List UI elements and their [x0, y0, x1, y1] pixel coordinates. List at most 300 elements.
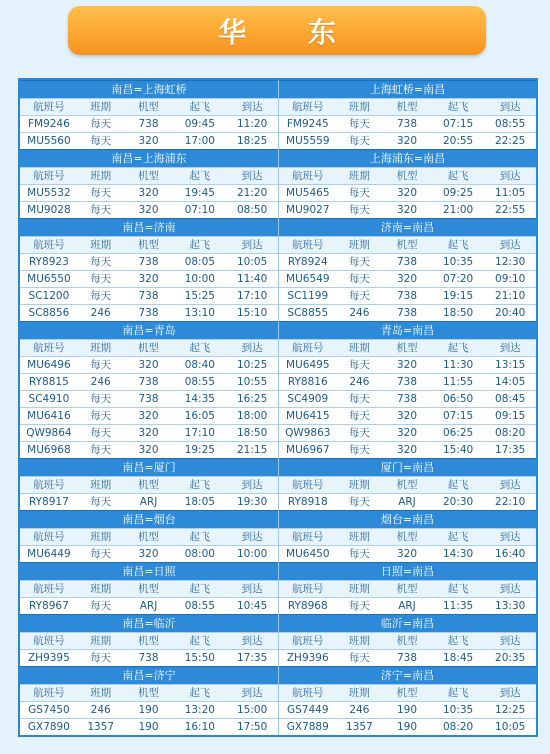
schedule-days: 每天 — [348, 444, 370, 456]
schedule-days: 每天 — [90, 187, 112, 199]
schedule-days: 每天 — [348, 393, 370, 405]
arrival-time: 14:05 — [495, 376, 526, 388]
flight-row — [279, 132, 536, 149]
column-header: 起飞 — [189, 342, 211, 354]
departure-time: 08:55 — [184, 376, 215, 388]
column-header: 起飞 — [447, 635, 469, 647]
column-header: 到达 — [499, 583, 521, 595]
column-header: 起飞 — [447, 531, 469, 543]
arrival-time: 10:25 — [236, 359, 268, 371]
aircraft-type: 320 — [138, 427, 159, 439]
flight-number: ZH9395 — [27, 652, 70, 664]
column-header: 班期 — [90, 101, 112, 113]
arrival-time: 10:45 — [236, 600, 268, 612]
schedule-days: 每天 — [348, 135, 370, 147]
flight-row — [20, 373, 278, 390]
inbound-route-block — [278, 510, 536, 562]
departure-time: 13:20 — [184, 704, 215, 716]
column-header: 班期 — [90, 239, 112, 251]
column-header-row — [279, 476, 536, 493]
column-header: 班期 — [90, 635, 112, 647]
schedule-days: 246 — [349, 704, 370, 716]
column-header-row — [20, 98, 278, 115]
column-header: 机型 — [138, 101, 160, 113]
column-header: 班期 — [348, 342, 370, 354]
column-header: 机型 — [396, 342, 418, 354]
column-header: 起飞 — [189, 687, 211, 699]
departure-time: 07:10 — [184, 204, 215, 216]
schedule-days: 每天 — [348, 256, 370, 268]
outbound-route-block — [20, 80, 278, 149]
column-header: 起飞 — [189, 101, 211, 113]
flight-number: MU6968 — [27, 444, 71, 456]
route-section — [20, 218, 536, 321]
arrival-time: 18:25 — [236, 135, 268, 147]
route-title: 南昌=青岛 — [20, 321, 278, 339]
arrival-time: 18:00 — [236, 410, 268, 422]
departure-time: 16:10 — [184, 721, 215, 733]
schedule-days: 每天 — [348, 359, 370, 371]
schedule-days: 每天 — [90, 652, 112, 664]
aircraft-type: ARJ — [398, 600, 416, 612]
departure-time: 11:30 — [442, 359, 474, 371]
outbound-route-block — [20, 510, 278, 562]
route-title: 上海浦东=南昌 — [279, 149, 536, 167]
column-header: 到达 — [241, 635, 263, 647]
schedule-days: 每天 — [348, 548, 370, 560]
inbound-route-block — [278, 80, 536, 149]
flight-row — [279, 407, 536, 424]
column-header: 航班号 — [33, 531, 65, 543]
flight-row — [279, 701, 536, 718]
flight-number: MU6415 — [286, 410, 330, 422]
column-header: 航班号 — [33, 583, 65, 595]
column-header: 班期 — [90, 531, 112, 543]
arrival-time: 13:15 — [495, 359, 526, 371]
column-header: 航班号 — [292, 479, 324, 491]
schedule-days: 每天 — [90, 290, 112, 302]
schedule-days: 每天 — [90, 548, 112, 560]
column-header: 机型 — [138, 342, 160, 354]
column-header: 机型 — [396, 687, 418, 699]
departure-time: 08:55 — [184, 600, 215, 612]
aircraft-type: 320 — [396, 410, 418, 422]
route-title: 南昌=济南 — [20, 218, 278, 236]
route-title: 日照=南昌 — [279, 562, 536, 580]
schedule-days: 每天 — [90, 496, 112, 508]
departure-time: 15:25 — [184, 290, 215, 302]
column-header: 起飞 — [189, 170, 211, 182]
aircraft-type: 320 — [138, 410, 159, 422]
aircraft-type: 320 — [396, 204, 418, 216]
flight-number: MU9027 — [286, 204, 330, 216]
flight-row — [279, 115, 536, 132]
column-header-row — [279, 632, 536, 649]
column-header: 航班号 — [292, 531, 324, 543]
schedule-days: 每天 — [90, 427, 112, 439]
departure-time: 20:55 — [442, 135, 474, 147]
column-header: 航班号 — [33, 101, 65, 113]
column-header: 航班号 — [292, 342, 324, 354]
departure-time: 09:45 — [184, 118, 215, 130]
arrival-time: 10:00 — [236, 548, 268, 560]
arrival-time: 17:35 — [236, 652, 268, 664]
arrival-time: 11:40 — [236, 273, 268, 285]
flight-number: MU6449 — [27, 548, 71, 560]
column-header-row — [20, 167, 278, 184]
column-header-row — [20, 476, 278, 493]
flight-row — [279, 597, 536, 614]
schedule-days: 每天 — [348, 187, 370, 199]
schedule-days: 246 — [90, 704, 111, 716]
flight-number: MU5532 — [27, 187, 71, 199]
aircraft-type: ARJ — [139, 600, 158, 612]
column-header: 航班号 — [33, 635, 65, 647]
flight-row — [20, 718, 278, 735]
arrival-time: 13:30 — [495, 600, 526, 612]
flight-row — [279, 441, 536, 458]
arrival-time: 08:45 — [495, 393, 526, 405]
column-header: 起飞 — [189, 635, 211, 647]
arrival-time: 17:50 — [236, 721, 268, 733]
flight-number: MU5465 — [286, 187, 330, 199]
schedule-days: 每天 — [90, 393, 112, 405]
route-title: 南昌=日照 — [20, 562, 278, 580]
schedule-days: 246 — [90, 307, 111, 319]
column-header-row — [279, 98, 536, 115]
route-title: 济宁=南昌 — [279, 666, 536, 684]
column-header: 到达 — [499, 170, 521, 182]
column-header: 到达 — [499, 635, 521, 647]
departure-time: 16:05 — [184, 410, 215, 422]
arrival-time: 08:55 — [495, 118, 526, 130]
flight-number: MU6496 — [27, 359, 71, 371]
aircraft-type: 738 — [396, 652, 418, 664]
aircraft-type: 738 — [396, 393, 418, 405]
departure-time: 08:05 — [184, 256, 215, 268]
column-header: 到达 — [241, 342, 263, 354]
column-header: 到达 — [499, 101, 521, 113]
column-header-row — [279, 236, 536, 253]
outbound-route-block — [20, 666, 278, 735]
column-header: 航班号 — [292, 239, 324, 251]
flight-number: MU6416 — [27, 410, 71, 422]
departure-time: 11:35 — [442, 600, 474, 612]
arrival-time: 11:05 — [495, 187, 526, 199]
arrival-time: 12:30 — [495, 256, 526, 268]
arrival-time: 21:10 — [495, 290, 526, 302]
column-header: 机型 — [138, 583, 160, 595]
column-header: 航班号 — [292, 101, 324, 113]
aircraft-type: 320 — [138, 204, 159, 216]
departure-time: 18:05 — [184, 496, 215, 508]
column-header: 起飞 — [447, 479, 469, 491]
schedule-days: 每天 — [348, 290, 370, 302]
flight-row — [20, 201, 278, 218]
flight-row — [20, 184, 278, 201]
column-header: 班期 — [90, 342, 112, 354]
column-header: 到达 — [499, 531, 521, 543]
aircraft-type: 320 — [396, 135, 418, 147]
flight-row — [279, 287, 536, 304]
route-title: 南昌=烟台 — [20, 510, 278, 528]
arrival-time: 18:50 — [236, 427, 268, 439]
flight-number: RY8816 — [287, 376, 328, 388]
column-header: 班期 — [348, 687, 370, 699]
flight-row — [20, 253, 278, 270]
flight-number: ZH9396 — [286, 652, 329, 664]
arrival-time: 22:55 — [495, 204, 526, 216]
column-header: 起飞 — [447, 583, 469, 595]
departure-time: 08:20 — [442, 721, 474, 733]
column-header: 航班号 — [292, 583, 324, 595]
column-header: 机型 — [138, 239, 160, 251]
schedule-days: 每天 — [90, 118, 112, 130]
column-header: 航班号 — [33, 170, 65, 182]
flight-row — [20, 304, 278, 321]
column-header: 机型 — [396, 583, 418, 595]
column-header: 机型 — [138, 687, 160, 699]
flight-row — [279, 493, 536, 510]
column-header: 班期 — [348, 170, 370, 182]
route-section — [20, 510, 536, 562]
arrival-time: 22:25 — [495, 135, 526, 147]
arrival-time: 15:00 — [236, 704, 268, 716]
schedule-days: 每天 — [90, 273, 112, 285]
route-title: 南昌=上海虹桥 — [20, 80, 278, 98]
departure-time: 10:35 — [442, 256, 474, 268]
aircraft-type: 320 — [396, 359, 418, 371]
arrival-time: 20:35 — [495, 652, 526, 664]
flight-number: RY8968 — [287, 600, 328, 612]
schedule-days: 每天 — [348, 118, 370, 130]
outbound-route-block — [20, 458, 278, 510]
flight-row — [20, 545, 278, 562]
outbound-route-block — [20, 149, 278, 218]
arrival-time: 19:30 — [236, 496, 268, 508]
departure-time: 07:15 — [442, 410, 474, 422]
aircraft-type: 320 — [396, 187, 418, 199]
departure-time: 17:00 — [184, 135, 215, 147]
column-header-row — [279, 528, 536, 545]
schedule-days: 每天 — [348, 600, 370, 612]
aircraft-type: ARJ — [398, 496, 416, 508]
departure-time: 15:40 — [442, 444, 474, 456]
column-header-row — [20, 236, 278, 253]
schedule-days: 每天 — [90, 600, 112, 612]
column-header-row — [279, 580, 536, 597]
arrival-time: 15:10 — [236, 307, 268, 319]
flight-row — [20, 493, 278, 510]
flight-number: SC4909 — [287, 393, 329, 405]
inbound-route-block — [278, 218, 536, 321]
arrival-time: 16:25 — [236, 393, 268, 405]
aircraft-type: 320 — [138, 444, 159, 456]
route-title: 青岛=南昌 — [279, 321, 536, 339]
departure-time: 06:50 — [442, 393, 474, 405]
aircraft-type: 738 — [138, 376, 159, 388]
flight-number: SC4910 — [28, 393, 70, 405]
arrival-time: 17:35 — [495, 444, 526, 456]
flight-schedule-table — [18, 78, 538, 737]
schedule-days: 每天 — [90, 204, 112, 216]
column-header: 到达 — [499, 239, 521, 251]
column-header: 班期 — [90, 583, 112, 595]
aircraft-type: 320 — [396, 548, 418, 560]
flight-row — [279, 201, 536, 218]
aircraft-type: 320 — [138, 359, 159, 371]
route-title: 南昌=上海浦东 — [20, 149, 278, 167]
aircraft-type: 320 — [138, 548, 159, 560]
departure-time: 09:25 — [442, 187, 474, 199]
flight-row — [279, 545, 536, 562]
flight-number: GX7889 — [286, 721, 329, 733]
departure-time: 17:10 — [184, 427, 215, 439]
arrival-time: 10:05 — [236, 256, 268, 268]
column-header-row — [20, 684, 278, 701]
aircraft-type: 320 — [396, 444, 418, 456]
inbound-route-block — [278, 562, 536, 614]
column-header: 班期 — [348, 479, 370, 491]
schedule-days: 每天 — [90, 256, 112, 268]
aircraft-type: 190 — [138, 704, 159, 716]
departure-time: 19:45 — [184, 187, 215, 199]
column-header: 机型 — [138, 479, 160, 491]
column-header: 起飞 — [189, 239, 211, 251]
flight-number: MU6450 — [286, 548, 330, 560]
arrival-time: 17:10 — [236, 290, 268, 302]
column-header: 机型 — [396, 101, 418, 113]
departure-time: 10:35 — [442, 704, 474, 716]
region-title: 华 东 — [218, 15, 362, 49]
arrival-time: 21:15 — [236, 444, 268, 456]
arrival-time: 10:55 — [236, 376, 268, 388]
arrival-time: 21:20 — [236, 187, 268, 199]
column-header: 到达 — [241, 531, 263, 543]
route-title: 南昌=济宁 — [20, 666, 278, 684]
flight-row — [279, 184, 536, 201]
flight-number: MU5559 — [286, 135, 330, 147]
route-title: 上海虹桥=南昌 — [279, 80, 536, 98]
aircraft-type: 738 — [138, 256, 159, 268]
region-title-banner — [68, 6, 486, 55]
inbound-route-block — [278, 614, 536, 666]
column-header: 到达 — [499, 687, 521, 699]
departure-time: 18:50 — [442, 307, 474, 319]
aircraft-type: 738 — [396, 307, 418, 319]
flight-row — [20, 356, 278, 373]
schedule-days: 1357 — [346, 721, 373, 733]
flight-number: MU6549 — [286, 273, 330, 285]
route-title: 厦门=南昌 — [279, 458, 536, 476]
flight-number: MU9028 — [27, 204, 71, 216]
column-header: 机型 — [138, 170, 160, 182]
column-header: 航班号 — [33, 687, 65, 699]
flight-row — [20, 115, 278, 132]
column-header: 到达 — [499, 342, 521, 354]
route-title: 烟台=南昌 — [279, 510, 536, 528]
departure-time: 20:30 — [442, 496, 474, 508]
flight-row — [20, 597, 278, 614]
column-header-row — [279, 339, 536, 356]
departure-time: 08:40 — [184, 359, 215, 371]
flight-number: RY8918 — [287, 496, 328, 508]
outbound-route-block — [20, 562, 278, 614]
column-header: 班期 — [90, 479, 112, 491]
schedule-days: 每天 — [348, 273, 370, 285]
flight-number: RY8815 — [29, 376, 69, 388]
column-header-row — [20, 580, 278, 597]
flight-number: MU6967 — [286, 444, 330, 456]
arrival-time: 08:50 — [236, 204, 268, 216]
departure-time: 13:10 — [184, 307, 215, 319]
aircraft-type: 320 — [138, 187, 159, 199]
arrival-time: 12:25 — [495, 704, 526, 716]
flight-row — [20, 407, 278, 424]
inbound-route-block — [278, 458, 536, 510]
departure-time: 08:00 — [184, 548, 215, 560]
flight-number: MU6495 — [286, 359, 330, 371]
aircraft-type: 738 — [138, 290, 159, 302]
schedule-days: 每天 — [90, 410, 112, 422]
column-header: 到达 — [241, 687, 263, 699]
column-header: 机型 — [396, 635, 418, 647]
flight-row — [20, 390, 278, 407]
aircraft-type: 738 — [396, 256, 418, 268]
column-header: 班期 — [348, 635, 370, 647]
departure-time: 19:15 — [442, 290, 474, 302]
aircraft-type: 738 — [396, 376, 418, 388]
flight-number: RY8917 — [29, 496, 69, 508]
column-header: 到达 — [241, 239, 263, 251]
flight-number: SC1200 — [28, 290, 70, 302]
column-header: 班期 — [348, 583, 370, 595]
aircraft-type: 738 — [138, 393, 159, 405]
departure-time: 15:50 — [184, 652, 215, 664]
arrival-time: 08:20 — [495, 427, 526, 439]
flight-row — [20, 287, 278, 304]
departure-time: 14:35 — [184, 393, 215, 405]
aircraft-type: 738 — [138, 652, 159, 664]
flight-number: RY8923 — [29, 256, 69, 268]
column-header-row — [279, 684, 536, 701]
flight-row — [279, 649, 536, 666]
column-header: 机型 — [396, 239, 418, 251]
schedule-days: 246 — [349, 376, 370, 388]
flight-number: MU6550 — [27, 273, 71, 285]
aircraft-type: 190 — [396, 721, 418, 733]
departure-time: 10:00 — [184, 273, 215, 285]
column-header: 起飞 — [447, 342, 469, 354]
column-header: 航班号 — [292, 687, 324, 699]
route-title: 南昌=临沂 — [20, 614, 278, 632]
inbound-route-block — [278, 149, 536, 218]
column-header-row — [20, 528, 278, 545]
column-header-row — [20, 339, 278, 356]
flight-number: QW9863 — [285, 427, 331, 439]
schedule-days: 每天 — [348, 410, 370, 422]
column-header: 机型 — [396, 479, 418, 491]
departure-time: 07:15 — [442, 118, 474, 130]
flight-number: GX7890 — [27, 721, 70, 733]
route-title: 济南=南昌 — [279, 218, 536, 236]
column-header: 班期 — [90, 170, 112, 182]
arrival-time: 22:10 — [495, 496, 526, 508]
column-header: 起飞 — [447, 239, 469, 251]
flight-row — [279, 390, 536, 407]
column-header: 起飞 — [189, 531, 211, 543]
departure-time: 14:30 — [442, 548, 474, 560]
